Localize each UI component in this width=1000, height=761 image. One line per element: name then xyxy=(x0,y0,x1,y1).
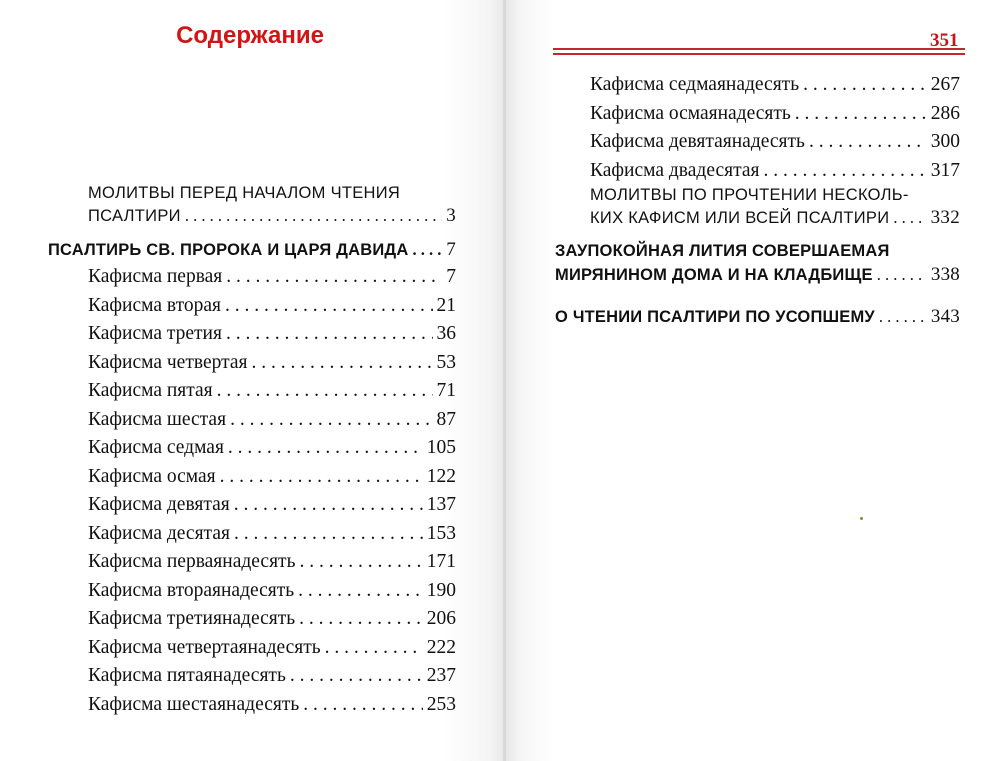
toc-page-ref: 171 xyxy=(426,551,456,572)
toc-entry-label: Кафисма вторая xyxy=(88,294,221,316)
toc-entry-kathisma[interactable] xyxy=(88,437,456,459)
leader-dots xyxy=(299,608,423,630)
leader-dots xyxy=(220,466,423,488)
leader-dots xyxy=(893,208,926,228)
toc-entry-kathisma[interactable] xyxy=(88,323,456,345)
leader-dots xyxy=(809,131,927,153)
toc-entry-label: Кафисма двадесятая xyxy=(590,159,760,181)
toc-entry-label: Кафисма седмая xyxy=(88,437,224,458)
toc-page-ref: 7 xyxy=(446,239,456,260)
toc-page-ref: 87 xyxy=(436,408,456,430)
toc-entry-kathisma[interactable] xyxy=(88,466,456,488)
toc-entry-label: Кафисма пятаянадесять xyxy=(88,665,286,686)
toc-entry-label: Кафисма втораянадесять xyxy=(88,579,295,601)
toc-entry-kathisma[interactable] xyxy=(88,494,456,516)
leader-dots xyxy=(303,694,422,716)
toc-page-ref: 71 xyxy=(436,380,456,401)
toc-page-ref: 21 xyxy=(436,294,456,316)
leader-dots xyxy=(226,323,433,345)
toc-entry-label: Кафисма шестая xyxy=(88,408,227,430)
leader-dots xyxy=(298,580,423,602)
toc-entry-label: Кафисма шестаянадесять xyxy=(88,693,300,715)
leader-dots xyxy=(225,295,433,317)
leader-dots xyxy=(290,665,423,687)
leader-dots xyxy=(234,494,423,516)
toc-page-ref: 36 xyxy=(436,323,456,344)
toc-page-ref: 286 xyxy=(930,102,960,124)
toc-entry-intro-prayers[interactable] xyxy=(88,184,456,227)
toc-page-ref: 253 xyxy=(426,693,456,715)
book-gutter xyxy=(503,0,506,761)
toc-page-ref: 317 xyxy=(930,159,960,181)
toc-page-ref: 300 xyxy=(930,131,960,152)
toc-entry-label: Кафисма десятая xyxy=(88,522,230,544)
toc-page-ref: 7 xyxy=(446,266,456,287)
toc-entry-kathisma[interactable] xyxy=(88,608,456,630)
leader-dots xyxy=(877,265,927,285)
toc-entry-label: Кафисма третия xyxy=(88,323,222,344)
toc-page-ref: 137 xyxy=(426,494,456,515)
toc-entry-kathisma[interactable] xyxy=(88,694,456,716)
toc-entry-label-line2: ПСАЛТИРИ xyxy=(88,207,181,225)
page-number: 351 xyxy=(930,30,959,51)
toc-page-ref: 338 xyxy=(930,264,960,285)
header-rule xyxy=(553,48,965,50)
leader-dots xyxy=(325,637,423,659)
leader-dots xyxy=(228,437,423,459)
toc-entry-label: Кафисма девятаянадесять xyxy=(590,131,805,152)
toc-entry-kathisma[interactable] xyxy=(590,131,960,153)
toc-page-ref: 153 xyxy=(426,522,456,544)
toc-entry-label: Кафисма третиянадесять xyxy=(88,608,296,629)
toc-page-ref: 105 xyxy=(426,437,456,458)
toc-page-ref: 53 xyxy=(436,351,456,373)
leader-dots xyxy=(879,307,927,327)
toc-page-ref: 206 xyxy=(426,608,456,629)
leader-dots xyxy=(234,523,423,545)
toc-section-reading[interactable] xyxy=(555,306,960,328)
toc-entry-kathisma[interactable] xyxy=(88,523,456,545)
toc-section-title: О ЧТЕНИИ ПСАЛТИРИ ПО УСОПШЕМУ xyxy=(555,308,875,326)
toc-page-ref: 122 xyxy=(426,465,456,487)
toc-page-ref: 190 xyxy=(426,579,456,601)
toc-entry-label: Кафисма девятая xyxy=(88,494,230,515)
toc-entry-kathisma[interactable] xyxy=(88,551,456,573)
toc-section-title-line2: МИРЯНИНОМ ДОМА И НА КЛАДБИЩЕ xyxy=(555,266,873,284)
toc-page-ref: 222 xyxy=(426,636,456,658)
toc-page-ref: 343 xyxy=(930,306,960,327)
toc-entry-label: Кафисма пятая xyxy=(88,380,213,401)
toc-section-psalter[interactable] xyxy=(48,239,456,261)
leader-dots xyxy=(230,409,432,431)
toc-section-title: ПСАЛТИРЬ СВ. ПРОРОКА И ЦАРЯ ДАВИДА xyxy=(48,241,409,259)
toc-entry-label: Кафисма осмая xyxy=(88,465,216,487)
leader-dots xyxy=(299,551,422,573)
leader-dots xyxy=(217,380,433,402)
toc-entry-prayers-after[interactable] xyxy=(590,186,960,229)
header-rule-thin xyxy=(553,53,965,55)
toc-entry-kathisma[interactable] xyxy=(590,160,960,182)
toc-section-title-line1: ЗАУПОКОЙНАЯ ЛИТИЯ СОВЕРШАЕМАЯ xyxy=(555,242,890,260)
toc-entry-label: Кафисма четвертая xyxy=(88,351,248,373)
toc-entry-kathisma[interactable] xyxy=(88,665,456,687)
toc-entry-label: Кафисма первая xyxy=(88,266,223,287)
toc-entry-label-line2: КИХ КАФИСМ ИЛИ ВСЕЙ ПСАЛТИРИ xyxy=(590,209,890,227)
toc-section-litia[interactable] xyxy=(555,242,960,286)
contents-heading: Содержание xyxy=(176,22,324,49)
toc-entry-kathisma[interactable] xyxy=(88,266,456,288)
toc-entry-label: Кафисма четвертаянадесять xyxy=(88,636,321,658)
leader-dots xyxy=(763,160,926,182)
leader-dots xyxy=(251,352,432,374)
toc-page-ref: 237 xyxy=(426,665,456,686)
toc-page-ref: 3 xyxy=(446,205,456,226)
toc-entry-label-line1: МОЛИТВЫ ПЕРЕД НАЧАЛОМ ЧТЕНИЯ xyxy=(88,184,401,202)
leader-dots xyxy=(413,240,443,260)
toc-entry-kathisma[interactable] xyxy=(88,295,456,317)
paper-speck xyxy=(860,517,863,520)
toc-entry-label: Кафисма седмаянадесять xyxy=(590,74,800,95)
leader-dots xyxy=(803,74,927,96)
toc-entry-label-line1: МОЛИТВЫ ПО ПРОЧТЕНИИ НЕСКОЛЬ- xyxy=(590,186,909,204)
toc-entry-kathisma[interactable] xyxy=(88,352,456,374)
toc-entry-kathisma[interactable] xyxy=(88,409,456,431)
toc-page-ref: 267 xyxy=(930,74,960,95)
leader-dots xyxy=(226,266,442,288)
toc-entry-kathisma[interactable] xyxy=(88,637,456,659)
leader-dots xyxy=(795,103,927,125)
toc-page-ref: 332 xyxy=(930,207,960,228)
toc-entry-kathisma[interactable] xyxy=(590,74,960,96)
leader-dots xyxy=(185,206,442,226)
toc-entry-label: Кафисма перваянадесять xyxy=(88,551,296,572)
toc-entry-label: Кафисма осмаянадесять xyxy=(590,102,791,124)
toc-entry-kathisma[interactable] xyxy=(88,580,456,602)
toc-entry-kathisma[interactable] xyxy=(590,103,960,125)
toc-entry-kathisma[interactable] xyxy=(88,380,456,402)
